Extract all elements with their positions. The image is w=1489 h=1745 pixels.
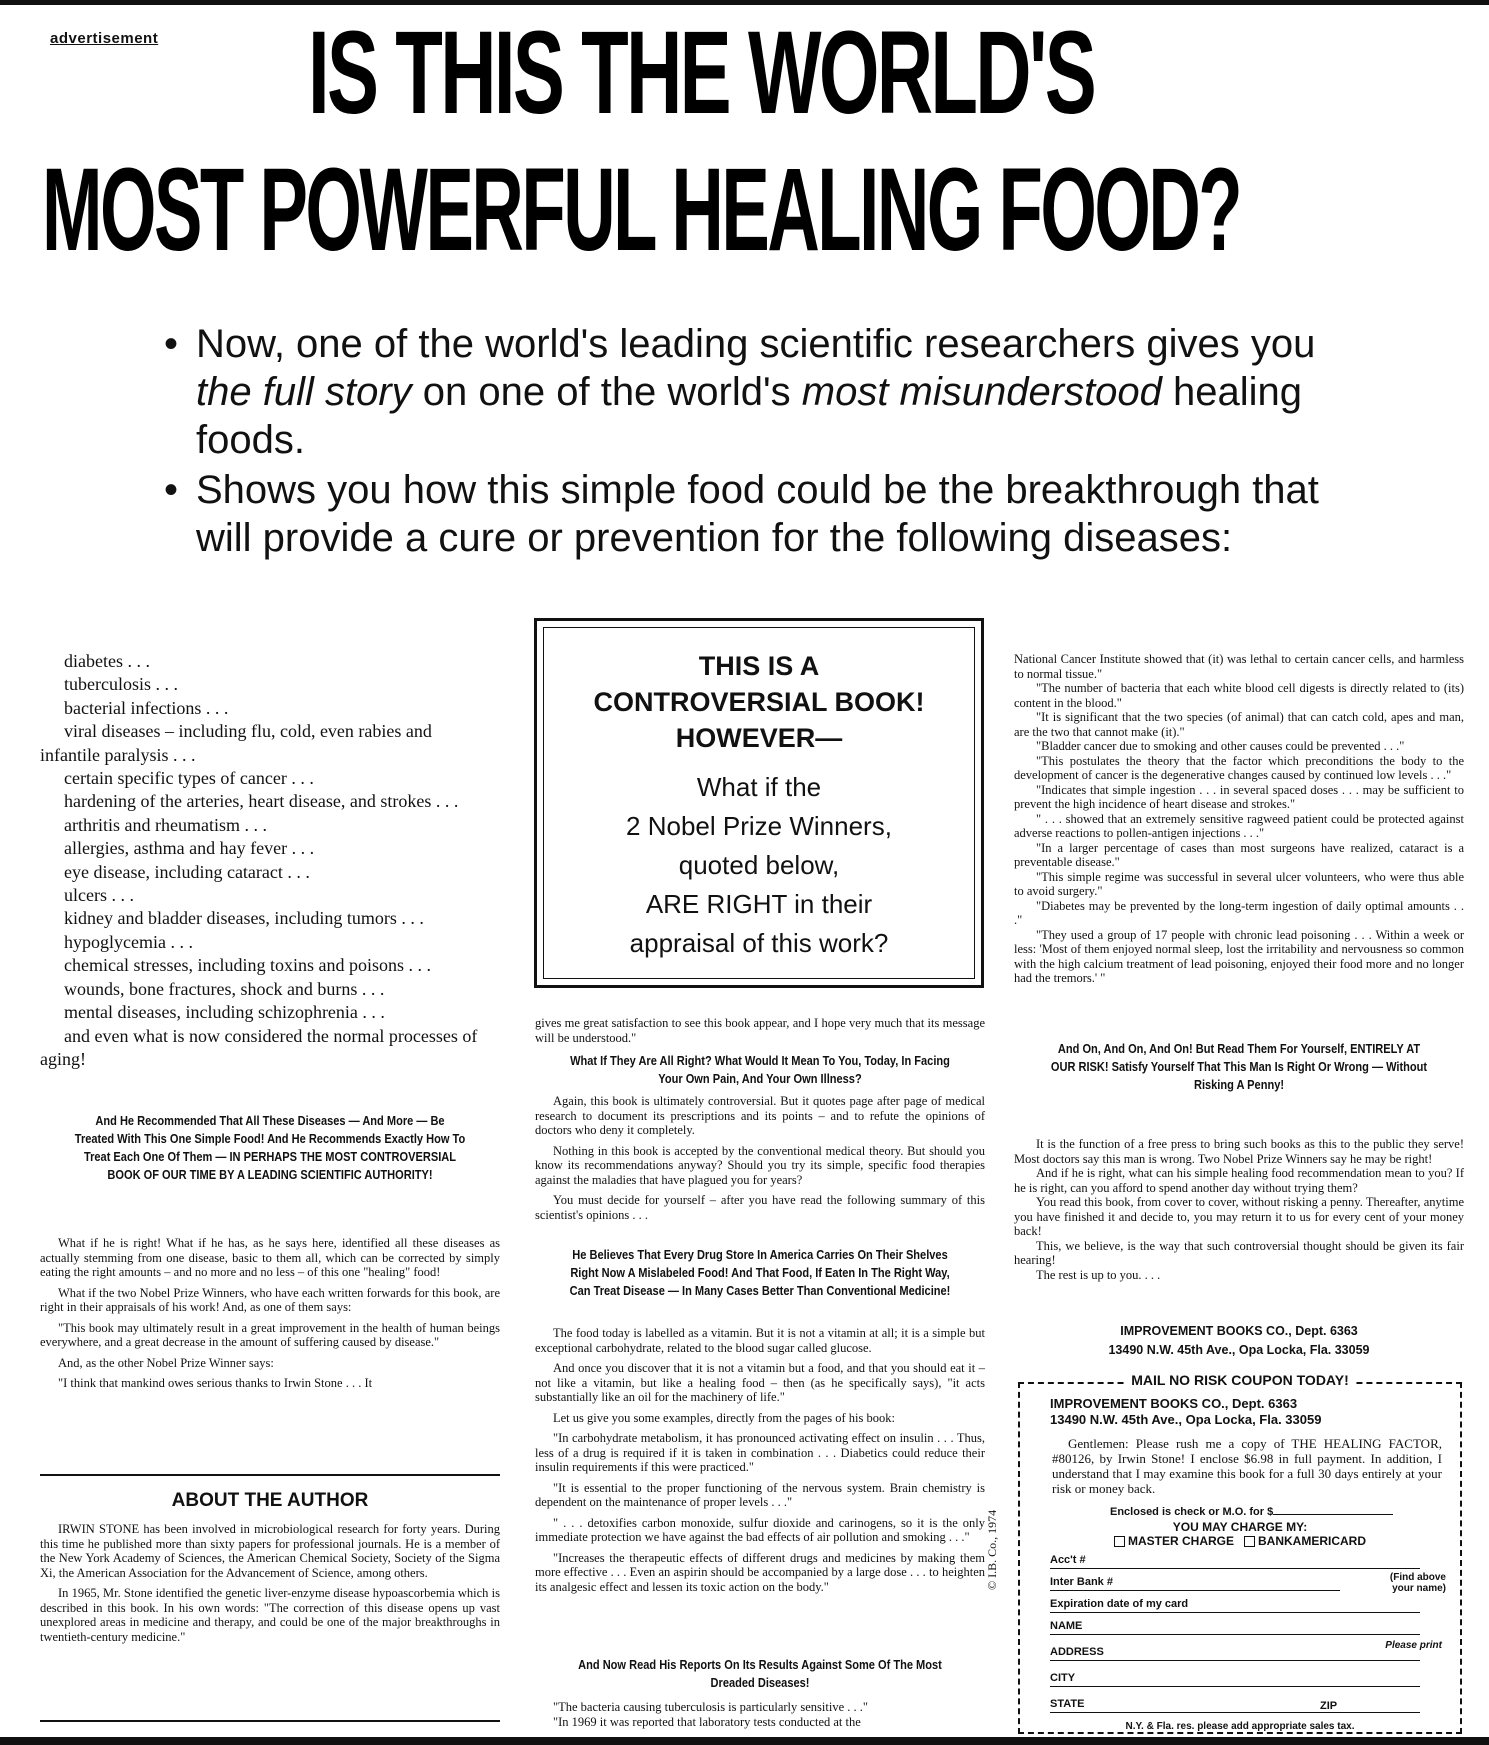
coupon-title: MAIL NO RISK COUPON TODAY! (1125, 1372, 1355, 1388)
disease-item: mental diseases, including schizophrenia . . . (64, 1002, 385, 1023)
col3-quote: " . . . showed that an extremely sensitive ragweed patient could be protected against adverse reactions to pollen-antigen injections . . ." (1014, 811, 1464, 840)
coupon-company-name: IMPROVEMENT BOOKS CO., Dept. 6363 (1050, 1396, 1298, 1411)
about-author-body (40, 1522, 500, 1650)
bullet-dot-icon: • (164, 468, 179, 512)
checkbox-master-charge[interactable] (1114, 1536, 1125, 1547)
disease-item: arthritis and rheumatism . . . (64, 814, 267, 835)
col3-quote: "It is significant that the two species (of animal) that can catch cold, apes and man, are the two that cannot make (it)." (1014, 710, 1464, 739)
col1-paragraph: What if the two Nobel Prize Winners, who have each written forwards for this book, are right in their appraisals of his work! And, as one of them says: (40, 1285, 500, 1314)
box-heading-line: CONTROVERSIAL BOOK! (593, 687, 925, 717)
bullet-2 (160, 466, 1340, 562)
bullet-1-text: Now, one of the world's leading scientific researchers gives you (196, 322, 1316, 366)
col3-paragraph: The rest is up to you. . . . (1036, 1267, 1161, 1282)
box-heading-line: HOWEVER— (675, 723, 843, 753)
about-author-title: ABOUT THE AUTHOR (171, 1490, 369, 1511)
col2-paragraph: "The bacteria causing tuberculosis is particularly sensitive . . ." (553, 1700, 868, 1714)
box-question-line: appraisal of this work? (629, 928, 889, 958)
col1-subhead: And He Recommended That All These Diseases — And More — Be Treated With This One Simple Food! And He Recommends Exactly How To Treat Each One Of Them — IN PERHAPS THE MOST CONTROVERSIAL BOOK OF OUR TIME BY A LEADING SCIENTIFIC AUTHORITY! (74, 1113, 466, 1182)
col2-body-2 (535, 1326, 985, 1600)
checkbox-bankamericard[interactable] (1244, 1536, 1255, 1547)
col3-paragraph: And if he is right, what can his simple healing food recommendation mean to you? If he is right, can you afford to spend another day without trying them? (1014, 1166, 1464, 1195)
disease-item: eye disease, including cataract . . . (64, 861, 310, 882)
col1-paragraph: "I think that mankind owes serious thanks to Irwin Stone . . . It (58, 1376, 373, 1390)
divider (40, 1720, 500, 1722)
col3-subhead-wrap (1014, 1040, 1464, 1094)
enclosed-field[interactable] (1110, 1506, 1393, 1518)
disease-item: and even what is now considered the normal processes of aging! (40, 1025, 478, 1069)
name-field[interactable]: NAME (1050, 1620, 1420, 1635)
headline-line-2: MOST POWERFUL HEALING FOOD? (42, 144, 1241, 276)
col2-paragraph: Again, this book is ultimately controversial. But it quotes page after page of medical research to document its prescriptions and its points – and to refute the opinions of doctors who deny it completely. (535, 1094, 985, 1137)
col2-body-3 (535, 1700, 985, 1729)
col2-paragraph: The food today is labelled as a vitamin. But it is not a vitamin at all; it is a simple but exceptional carbohydrate, related to the blood sugar called glucose. (535, 1326, 985, 1355)
disease-item: allergies, asthma and hay fever . . . (64, 838, 315, 859)
disease-item: hypoglycemia . . . (64, 931, 193, 952)
col2-paragraph: "In carbohydrate metabolism, it has pronounced activating effect on insulin . . . Thus, less of a drug is required if it is taken in combination . . . Diabetics could reduce their insulin requirements if this were practiced." (535, 1431, 985, 1474)
copyright-notice: © I.B. Co., 1974 (985, 1509, 999, 1590)
bullet-2-text: Shows you how this simple food could be the breakthrough that will provide a cure or prevention for the following diseases: (196, 468, 1319, 560)
col2-subhead-3-wrap (535, 1656, 985, 1692)
box-question (544, 768, 974, 963)
box-question-line: ARE RIGHT in their (645, 889, 873, 919)
find-above-note: (Find above your name) (1389, 1572, 1446, 1594)
acct-field[interactable]: Acc't # (1050, 1554, 1420, 1569)
col2-paragraph: " . . . detoxifies carbon monoxide, sulfur dioxide and carinogens, so it is the only immediate protection we have against the bad effects of air pollution and smoking . . ." (535, 1515, 985, 1544)
bullet-1-text-2: on one of the world's (411, 370, 802, 414)
col2-paragraph: "Increases the therapeutic effects of different drugs and medicines by making them more effective . . . Even an aspirin should be accompanied by a large dose . . . to heighten its analgesic effect and lessen its toxic action on the body." (535, 1550, 985, 1594)
top-border (0, 0, 1489, 5)
please-print-note: Please print (1385, 1640, 1442, 1651)
city-field[interactable]: CITY (1050, 1672, 1420, 1687)
col3-quote: National Cancer Institute showed that (it) was lethal to certain cancer cells, and harmless to normal tissue." (1014, 652, 1464, 681)
bullet-1 (160, 320, 1340, 464)
col2-paragraph: You must decide for yourself – after you have read the following summary of this scientist's opinions . . . (535, 1193, 985, 1222)
master-charge-label: MASTER CHARGE (1127, 1534, 1234, 1548)
col2-subhead-3: And Now Read His Reports On Its Results Against Some Of The Most Dreaded Diseases! (578, 1657, 942, 1690)
bullet-1-em: the full story (196, 370, 412, 414)
disease-item: diabetes . . . (64, 651, 150, 671)
box-question-line: What if the (696, 772, 822, 802)
coupon-body: Gentlemen: Please rush me a copy of THE HEALING FACTOR, #80126, by Irwin Stone! I enclose $6.98 in full payment. In addition, I understand that I may examine this book for a full 30 days entirely at your risk or money back. (1052, 1436, 1442, 1496)
col3-subhead: And On, And On, And On! But Read Them For Yourself, ENTIRELY AT OUR RISK! Satisfy Yourself That This Man Is Right Or Wrong — Without Risking A Penny! (1050, 1041, 1428, 1092)
col3-paragraph: This, we believe, is the way that such controversial thought should be given its fair hearing! (1014, 1238, 1464, 1267)
advertisement-label: advertisement (50, 30, 159, 47)
box-heading (544, 648, 974, 756)
col2-subhead-1-wrap (535, 1052, 985, 1088)
col1-paragraph: What if he is right! What if he has, as he says here, identified all these diseases as actually stemming from one disease, basic to them all, which can be corrected by simply eating the right amounts – and no more and no less – of this one "healing" food! (40, 1236, 500, 1279)
col3-quote: "Diabetes may be prevented by the long-term ingestion of daily optimal amounts . . ." (1014, 898, 1464, 927)
col2-paragraph: "It is essential to the proper functioning of the nervous system. Brain chemistry is dependent on the maintenance of proper levels . . ." (535, 1480, 985, 1509)
disease-item: wounds, bone fractures, shock and burns . . . (64, 978, 385, 999)
disease-item: ulcers . . . (64, 885, 134, 906)
col3-paragraph: You read this book, from cover to cover, without risking a penny. Thereafter, anytime you have finished it and decide to, you may return it to us for every cent of your money back! (1014, 1195, 1464, 1238)
bullet-1-text-3: healing foods. (196, 370, 1303, 462)
bullet-1-em-2: most misunderstood (801, 370, 1162, 414)
col3-quote: "This simple regime was successful in several ulcer volunteers, who were thus able to avoid surgery." (1014, 869, 1464, 898)
controversial-box-inner (543, 627, 975, 979)
controversial-box (534, 618, 984, 988)
charge-label: YOU MAY CHARGE MY: (1172, 1520, 1308, 1534)
disease-item: chemical stresses, including toxins and poisons . . . (64, 955, 431, 976)
charge-section (1020, 1520, 1460, 1548)
about-paragraph: In 1965, Mr. Stone identified the genetic liver-enzyme disease hypoascorbemia which is described in this book. In his own words: "The correction of this disease opens up vast unexplored areas in medicine and therapy, and could be one of the major breakthroughs in twentieth-century medicine." (40, 1586, 500, 1644)
col3-quotes (1014, 652, 1464, 986)
disease-item: hardening of the arteries, heart disease, and strokes . . . (64, 791, 459, 812)
company-name: IMPROVEMENT BOOKS CO., Dept. 6363 (1120, 1324, 1358, 1338)
col3-quote: "Indicates that simple ingestion . . . in several spaced doses . . . may be sufficient to prevent the high incidence of heart disease and strokes." (1014, 782, 1464, 811)
tax-note: N.Y. & Fla. res. please add appropriate sales tax. (1125, 1721, 1355, 1732)
col2-subhead-1: What If They Are All Right? What Would It Mean To You, Today, In Facing Your Own Pain, And Your Own Illness? (570, 1053, 950, 1086)
disease-list (40, 650, 495, 1071)
col2-subhead-2: He Believes That Every Drug Store In America Carries On Their Shelves Right Now A Mislabeled Food! And That Food, If Eaten In The Right Way, Can Treat Disease — In Many Cases Better Than Conventional Medicine! (569, 1247, 951, 1298)
box-question-line: quoted below, (678, 850, 840, 880)
col1-paragraph: And, as the other Nobel Prize Winner says: (58, 1355, 274, 1370)
expiration-field[interactable]: Expiration date of my card (1050, 1598, 1420, 1613)
bankamericard-label: BANKAMERICARD (1258, 1534, 1367, 1548)
col2-top-text: gives me great satisfaction to see this book appear, and I hope very much that its message will be understood." (535, 1016, 985, 1045)
col2-body-1 (535, 1094, 985, 1228)
col3-quote: "In a larger percentage of cases than most surgeons have realized, cataract is a preventable disease." (1014, 840, 1464, 869)
col1-body (40, 1236, 500, 1397)
col3-quote: "This postulates the theory that the factor which preconditions the body to the development of cancer is the degenerative changes caused by continued low levels . . ." (1014, 753, 1464, 782)
col3-quote: "They used a group of 17 people with chronic lead poisoning . . . Within a week or less: 'Most of them enjoyed normal sleep, lost the irritability and nervousness so common with the high calcium treatment of lead poisoning, enjoyed their food more and no longer had the tremors.' " (1014, 927, 1464, 985)
col2-subhead-2-wrap (535, 1246, 985, 1300)
coupon-title-wrap (1020, 1372, 1460, 1390)
headline-line-1: IS THIS THE WORLD'S (308, 7, 1095, 139)
disease-item: certain specific types of cancer . . . (64, 768, 314, 789)
company-block (1014, 1322, 1464, 1360)
order-coupon (1018, 1372, 1462, 1734)
enclosed-label: Enclosed is check or M.O. for $ (1110, 1506, 1274, 1518)
col2-paragraph: "In 1969 it was reported that laboratory tests conducted at the (553, 1714, 861, 1729)
col3-paragraph: It is the function of a free press to bring such books as this to the public they serve! Most doctors say this man is wrong. Two Nobel Prize Winners say he may be right! (1014, 1137, 1464, 1166)
box-heading-line: THIS IS A (698, 651, 820, 681)
address-field[interactable]: ADDRESS (1050, 1646, 1420, 1661)
state-field[interactable]: STATE (1050, 1698, 1420, 1713)
box-question-line: 2 Nobel Prize Winners, (626, 811, 892, 841)
disease-item: kidney and bladder diseases, including tumors . . . (64, 908, 424, 929)
col3-body (1014, 1137, 1464, 1282)
disease-item: tuberculosis . . . (64, 674, 178, 695)
company-address: 13490 N.W. 45th Ave., Opa Locka, Fla. 33059 (1108, 1343, 1370, 1357)
bottom-border (0, 1737, 1489, 1745)
about-paragraph: IRWIN STONE has been involved in microbiological research for forty years. During this time he published more than sixty papers for professional journals. He is a member of the New York Academy of Sciences, the American Chemical Society, Society of the Sigma Xi, the American Association for the Advancement of Science, among others. (40, 1522, 500, 1580)
bullet-dot-icon: • (164, 322, 179, 366)
col2-paragraph: Nothing in this book is accepted by the conventional medical theory. But should you know its recommendations anyway? Should you try its simple, specific food therapies against the maladies that have plagued you for years? (535, 1143, 985, 1187)
bullet-list (160, 320, 1340, 564)
col1-paragraph: "This book may ultimately result in a great improvement in the health of human beings everywhere, and a great decrease in the amount of suffering caused by disease." (40, 1320, 500, 1349)
col3-quote: "Bladder cancer due to smoking and other causes could be prevented . . ." (1036, 739, 1405, 753)
divider (40, 1474, 500, 1476)
zip-label: ZIP (1320, 1700, 1338, 1712)
col2-paragraph: And once you discover that it is not a vitamin but a food, and that you should eat it – not like a vitamin, but like a healing food – then (as he specifically says), "it acts substantially like an oil for the machinery of life." (535, 1361, 985, 1404)
disease-item: bacterial infections . . . (64, 697, 229, 718)
coupon-company-address: 13490 N.W. 45th Ave., Opa Locka, Fla. 33059 (1050, 1412, 1322, 1427)
disease-item: viral diseases – including flu, cold, even rabies and infantile paralysis . . . (40, 721, 432, 765)
coupon-address (1050, 1396, 1321, 1428)
col2-paragraph: Let us give you some examples, directly from the pages of his book: (553, 1410, 895, 1425)
interbank-field[interactable]: Inter Bank # (1050, 1576, 1340, 1591)
col1-subhead-wrap (40, 1112, 500, 1184)
col3-quote: "The number of bacteria that each white blood cell digests is directly related to (its) content in the blood." (1014, 681, 1464, 710)
